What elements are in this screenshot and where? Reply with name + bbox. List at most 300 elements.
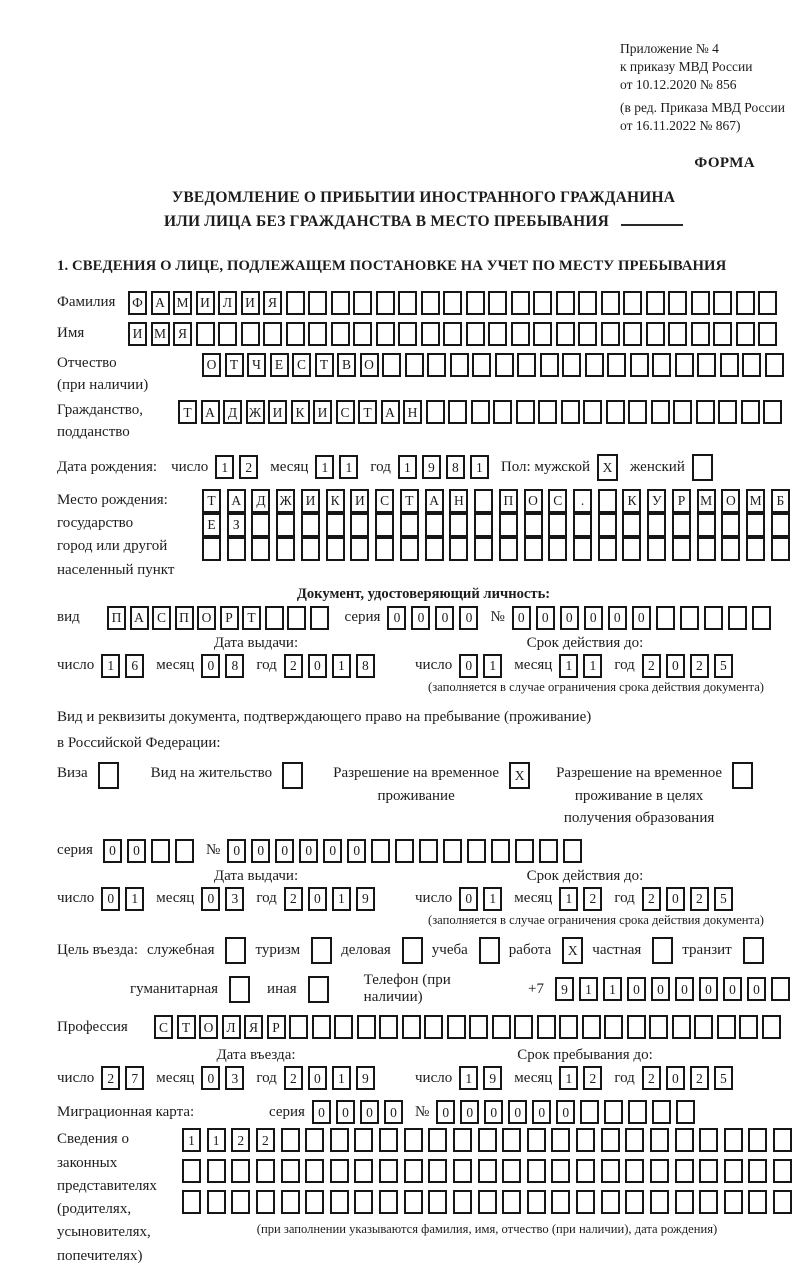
char-box[interactable]	[400, 513, 419, 537]
char-box[interactable]: П	[175, 606, 194, 630]
char-box[interactable]: 1	[332, 887, 351, 911]
char-box[interactable]	[573, 537, 592, 561]
char-box[interactable]	[720, 353, 739, 377]
char-box[interactable]: Т	[242, 606, 261, 630]
char-box[interactable]	[353, 291, 372, 315]
char-box[interactable]: 9	[483, 1066, 502, 1090]
char-box[interactable]	[573, 513, 592, 537]
char-box[interactable]	[331, 291, 350, 315]
char-box[interactable]	[511, 291, 530, 315]
char-box[interactable]: 1	[101, 654, 120, 678]
char-box[interactable]: Т	[315, 353, 334, 377]
char-box[interactable]: 2	[642, 1066, 661, 1090]
char-box[interactable]: С	[152, 606, 171, 630]
char-box[interactable]: 9	[555, 977, 574, 1001]
char-box[interactable]: 0	[323, 839, 342, 863]
char-box[interactable]: 0	[460, 1100, 479, 1124]
char-box[interactable]: 0	[747, 977, 766, 1001]
char-box[interactable]	[763, 400, 782, 424]
char-box[interactable]	[286, 291, 305, 315]
char-box[interactable]: В	[337, 353, 356, 377]
char-box[interactable]: 0	[459, 887, 478, 911]
char-box[interactable]	[771, 977, 790, 1001]
char-box[interactable]	[499, 537, 518, 561]
char-box[interactable]: 1	[398, 455, 417, 479]
char-box[interactable]	[646, 322, 665, 346]
char-box[interactable]	[466, 322, 485, 346]
char-box[interactable]: 0	[308, 654, 327, 678]
char-box[interactable]: И	[128, 322, 147, 346]
char-box[interactable]	[517, 353, 536, 377]
char-box[interactable]: 1	[315, 455, 334, 479]
char-box[interactable]	[580, 1100, 599, 1124]
char-box[interactable]	[231, 1190, 250, 1214]
char-box[interactable]	[276, 513, 295, 537]
char-box[interactable]: 1	[125, 887, 144, 911]
char-box[interactable]: 0	[227, 839, 246, 863]
char-box[interactable]	[478, 1128, 497, 1152]
char-box[interactable]	[736, 291, 755, 315]
char-box[interactable]	[286, 322, 305, 346]
char-box[interactable]: 0	[512, 606, 531, 630]
char-box[interactable]	[650, 1128, 669, 1152]
char-box[interactable]	[691, 291, 710, 315]
char-box[interactable]: 2	[583, 887, 602, 911]
char-box[interactable]	[652, 937, 673, 964]
char-box[interactable]	[449, 513, 468, 537]
char-box[interactable]	[601, 322, 620, 346]
char-box[interactable]	[311, 937, 332, 964]
char-box[interactable]	[353, 322, 372, 346]
char-box[interactable]	[488, 291, 507, 315]
char-box[interactable]	[425, 537, 444, 561]
char-box[interactable]: 0	[299, 839, 318, 863]
char-box[interactable]	[182, 1190, 201, 1214]
char-box[interactable]: Ф	[128, 291, 147, 315]
char-box[interactable]	[515, 839, 534, 863]
char-box[interactable]	[514, 1015, 533, 1039]
char-box[interactable]: Н	[449, 489, 468, 513]
char-box[interactable]: О	[360, 353, 379, 377]
char-box[interactable]	[563, 839, 582, 863]
char-box[interactable]	[175, 839, 194, 863]
char-box[interactable]	[548, 537, 567, 561]
char-box[interactable]	[739, 1015, 758, 1039]
char-box[interactable]	[601, 1128, 620, 1152]
char-box[interactable]	[748, 1190, 767, 1214]
char-box[interactable]	[511, 322, 530, 346]
char-box[interactable]	[402, 1015, 421, 1039]
char-box[interactable]: 1	[215, 455, 234, 479]
char-box[interactable]	[527, 1190, 546, 1214]
char-box[interactable]: М	[173, 291, 192, 315]
char-box[interactable]: 0	[201, 654, 220, 678]
char-box[interactable]: С	[548, 489, 567, 513]
char-box[interactable]	[649, 1015, 668, 1039]
char-box[interactable]: М	[151, 322, 170, 346]
char-box[interactable]	[493, 400, 512, 424]
char-box[interactable]: 1	[207, 1128, 226, 1152]
char-box[interactable]	[556, 322, 575, 346]
char-box[interactable]	[310, 606, 329, 630]
char-box[interactable]	[728, 606, 747, 630]
char-box[interactable]	[398, 322, 417, 346]
char-box[interactable]	[736, 322, 755, 346]
char-box[interactable]: 2	[284, 887, 303, 911]
char-box[interactable]	[652, 353, 671, 377]
char-box[interactable]	[379, 1015, 398, 1039]
char-box[interactable]	[696, 400, 715, 424]
char-box[interactable]: Я	[173, 322, 192, 346]
char-box[interactable]	[650, 1190, 669, 1214]
char-box[interactable]	[675, 1128, 694, 1152]
char-box[interactable]	[379, 1190, 398, 1214]
char-box[interactable]: 8	[356, 654, 375, 678]
char-box[interactable]	[561, 400, 580, 424]
char-box[interactable]	[151, 839, 170, 863]
char-box[interactable]	[692, 454, 713, 481]
char-box[interactable]: 1	[470, 455, 489, 479]
char-box[interactable]: 0	[675, 977, 694, 1001]
char-box[interactable]	[453, 1128, 472, 1152]
char-box[interactable]	[622, 513, 641, 537]
char-box[interactable]	[628, 400, 647, 424]
char-box[interactable]	[421, 322, 440, 346]
char-box[interactable]	[773, 1190, 792, 1214]
char-box[interactable]	[357, 1015, 376, 1039]
char-box[interactable]: 0	[201, 1066, 220, 1090]
char-box[interactable]: 2	[690, 1066, 709, 1090]
char-box[interactable]: 0	[532, 1100, 551, 1124]
char-box[interactable]	[524, 513, 543, 537]
char-box[interactable]: 0	[459, 654, 478, 678]
char-box[interactable]: .	[573, 489, 592, 513]
char-box[interactable]	[652, 1100, 671, 1124]
char-box[interactable]	[578, 291, 597, 315]
char-box[interactable]	[428, 1128, 447, 1152]
char-box[interactable]: Ж	[276, 489, 295, 513]
char-box[interactable]	[305, 1190, 324, 1214]
char-box[interactable]	[488, 322, 507, 346]
char-box[interactable]	[527, 1128, 546, 1152]
char-box[interactable]	[598, 489, 617, 513]
char-box[interactable]	[371, 839, 390, 863]
char-box[interactable]	[721, 513, 740, 537]
char-box[interactable]	[548, 513, 567, 537]
char-box[interactable]	[471, 400, 490, 424]
char-box[interactable]: П	[499, 489, 518, 513]
char-box[interactable]: 0	[101, 887, 120, 911]
char-box[interactable]	[395, 839, 414, 863]
char-box[interactable]	[305, 1128, 324, 1152]
char-box[interactable]	[741, 400, 760, 424]
char-box[interactable]	[375, 513, 394, 537]
char-box[interactable]: Т	[400, 489, 419, 513]
char-box[interactable]	[585, 353, 604, 377]
char-box[interactable]	[752, 606, 771, 630]
char-box[interactable]	[443, 322, 462, 346]
char-box[interactable]: О	[202, 353, 221, 377]
char-box[interactable]	[218, 322, 237, 346]
char-box[interactable]	[691, 322, 710, 346]
char-box[interactable]: Р	[220, 606, 239, 630]
char-box[interactable]	[713, 291, 732, 315]
char-box[interactable]: И	[196, 291, 215, 315]
char-box[interactable]	[704, 606, 723, 630]
char-box[interactable]	[263, 322, 282, 346]
char-box[interactable]	[598, 513, 617, 537]
char-box[interactable]	[699, 1128, 718, 1152]
char-box[interactable]: С	[336, 400, 355, 424]
char-box[interactable]	[680, 606, 699, 630]
char-box[interactable]: 8	[446, 455, 465, 479]
char-box[interactable]	[289, 1015, 308, 1039]
char-box[interactable]	[281, 1190, 300, 1214]
char-box[interactable]	[466, 291, 485, 315]
char-box[interactable]: 1	[603, 977, 622, 1001]
char-box[interactable]: 0	[608, 606, 627, 630]
char-box[interactable]	[229, 976, 250, 1003]
char-box[interactable]	[427, 353, 446, 377]
char-box[interactable]	[196, 322, 215, 346]
char-box[interactable]: 5	[714, 1066, 733, 1090]
char-box[interactable]	[502, 1128, 521, 1152]
char-box[interactable]: 1	[559, 1066, 578, 1090]
char-box[interactable]	[748, 1128, 767, 1152]
char-box[interactable]	[647, 513, 666, 537]
char-box[interactable]	[499, 513, 518, 537]
char-box[interactable]: С	[375, 489, 394, 513]
char-box[interactable]	[375, 537, 394, 561]
char-box[interactable]: 0	[127, 839, 146, 863]
char-box[interactable]	[354, 1190, 373, 1214]
char-box[interactable]: И	[350, 489, 369, 513]
char-box[interactable]	[673, 400, 692, 424]
char-box[interactable]	[350, 513, 369, 537]
char-box[interactable]: И	[313, 400, 332, 424]
char-box[interactable]	[668, 322, 687, 346]
char-box[interactable]: 1	[583, 654, 602, 678]
char-box[interactable]: Я	[244, 1015, 263, 1039]
char-box[interactable]	[202, 537, 221, 561]
char-box[interactable]	[354, 1128, 373, 1152]
char-box[interactable]: О	[197, 606, 216, 630]
char-box[interactable]	[538, 400, 557, 424]
char-box[interactable]	[256, 1190, 275, 1214]
char-box[interactable]	[742, 353, 761, 377]
char-box[interactable]: 1	[339, 455, 358, 479]
char-box[interactable]	[656, 606, 675, 630]
char-box[interactable]: У	[647, 489, 666, 513]
char-box[interactable]: 0	[556, 1100, 575, 1124]
char-box[interactable]: Т	[358, 400, 377, 424]
char-box[interactable]	[604, 1100, 623, 1124]
char-box[interactable]	[379, 1128, 398, 1152]
char-box[interactable]: 2	[690, 654, 709, 678]
char-box[interactable]: 3	[225, 887, 244, 911]
char-box[interactable]: X	[509, 762, 530, 789]
char-box[interactable]: 0	[308, 887, 327, 911]
char-box[interactable]: И	[301, 489, 320, 513]
char-box[interactable]	[540, 353, 559, 377]
char-box[interactable]: 0	[536, 606, 555, 630]
char-box[interactable]	[478, 1190, 497, 1214]
char-box[interactable]: 0	[201, 887, 220, 911]
char-box[interactable]	[331, 322, 350, 346]
char-box[interactable]	[718, 400, 737, 424]
char-box[interactable]	[743, 937, 764, 964]
char-box[interactable]	[762, 1015, 781, 1039]
char-box[interactable]	[419, 839, 438, 863]
char-box[interactable]	[308, 322, 327, 346]
char-box[interactable]: Т	[225, 353, 244, 377]
char-box[interactable]	[282, 762, 303, 789]
char-box[interactable]	[672, 537, 691, 561]
char-box[interactable]: 0	[666, 1066, 685, 1090]
char-box[interactable]	[533, 322, 552, 346]
char-box[interactable]: 0	[336, 1100, 355, 1124]
char-box[interactable]	[601, 291, 620, 315]
char-box[interactable]: 0	[435, 606, 454, 630]
char-box[interactable]	[697, 513, 716, 537]
char-box[interactable]	[625, 1190, 644, 1214]
char-box[interactable]: 0	[484, 1100, 503, 1124]
char-box[interactable]	[241, 322, 260, 346]
char-box[interactable]	[426, 400, 445, 424]
char-box[interactable]: О	[524, 489, 543, 513]
char-box[interactable]: 2	[231, 1128, 250, 1152]
char-box[interactable]: 0	[508, 1100, 527, 1124]
char-box[interactable]: 0	[347, 839, 366, 863]
char-box[interactable]	[713, 322, 732, 346]
char-box[interactable]	[251, 513, 270, 537]
char-box[interactable]	[556, 291, 575, 315]
char-box[interactable]: 0	[411, 606, 430, 630]
char-box[interactable]	[539, 839, 558, 863]
char-box[interactable]	[326, 537, 345, 561]
char-box[interactable]	[765, 353, 784, 377]
char-box[interactable]	[675, 1190, 694, 1214]
char-box[interactable]	[694, 1015, 713, 1039]
char-box[interactable]	[492, 1015, 511, 1039]
char-box[interactable]: 6	[125, 654, 144, 678]
char-box[interactable]	[578, 322, 597, 346]
char-box[interactable]	[447, 1015, 466, 1039]
char-box[interactable]	[668, 291, 687, 315]
char-box[interactable]	[758, 291, 777, 315]
char-box[interactable]: Б	[771, 489, 790, 513]
char-box[interactable]	[301, 513, 320, 537]
char-box[interactable]: Д	[223, 400, 242, 424]
char-box[interactable]	[251, 537, 270, 561]
char-box[interactable]	[672, 1015, 691, 1039]
char-box[interactable]: 0	[666, 654, 685, 678]
char-box[interactable]: 7	[125, 1066, 144, 1090]
char-box[interactable]: 8	[225, 654, 244, 678]
char-box[interactable]	[404, 1190, 423, 1214]
char-box[interactable]	[265, 606, 284, 630]
char-box[interactable]	[717, 1015, 736, 1039]
char-box[interactable]: И	[268, 400, 287, 424]
char-box[interactable]: X	[562, 937, 583, 964]
char-box[interactable]: 9	[422, 455, 441, 479]
char-box[interactable]: П	[107, 606, 126, 630]
char-box[interactable]: 2	[284, 1066, 303, 1090]
char-box[interactable]: З	[227, 513, 246, 537]
char-box[interactable]	[604, 1015, 623, 1039]
char-box[interactable]: А	[201, 400, 220, 424]
char-box[interactable]: 0	[666, 887, 685, 911]
char-box[interactable]: 2	[690, 887, 709, 911]
char-box[interactable]: 0	[312, 1100, 331, 1124]
char-box[interactable]: К	[622, 489, 641, 513]
char-box[interactable]: 5	[714, 654, 733, 678]
char-box[interactable]	[474, 537, 493, 561]
char-box[interactable]: 1	[459, 1066, 478, 1090]
char-box[interactable]: 0	[560, 606, 579, 630]
char-box[interactable]	[467, 839, 486, 863]
char-box[interactable]: 0	[251, 839, 270, 863]
char-box[interactable]	[443, 839, 462, 863]
char-box[interactable]	[625, 1128, 644, 1152]
char-box[interactable]: А	[227, 489, 246, 513]
char-box[interactable]: 1	[559, 654, 578, 678]
char-box[interactable]	[724, 1128, 743, 1152]
char-box[interactable]: Д	[251, 489, 270, 513]
char-box[interactable]: 1	[483, 654, 502, 678]
char-box[interactable]	[424, 1015, 443, 1039]
char-box[interactable]	[699, 1190, 718, 1214]
char-box[interactable]: К	[326, 489, 345, 513]
char-box[interactable]	[559, 1015, 578, 1039]
char-box[interactable]	[225, 937, 246, 964]
char-box[interactable]	[516, 400, 535, 424]
char-box[interactable]: А	[425, 489, 444, 513]
char-box[interactable]	[771, 537, 790, 561]
char-box[interactable]: X	[597, 454, 618, 481]
char-box[interactable]	[551, 1128, 570, 1152]
char-box[interactable]	[453, 1190, 472, 1214]
char-box[interactable]: 2	[583, 1066, 602, 1090]
char-box[interactable]: Ч	[247, 353, 266, 377]
char-box[interactable]	[651, 400, 670, 424]
char-box[interactable]: Л	[218, 291, 237, 315]
char-box[interactable]: М	[697, 489, 716, 513]
char-box[interactable]: 1	[579, 977, 598, 1001]
char-box[interactable]	[697, 537, 716, 561]
char-box[interactable]: 1	[332, 1066, 351, 1090]
char-box[interactable]	[676, 1100, 695, 1124]
char-box[interactable]	[479, 937, 500, 964]
char-box[interactable]: С	[292, 353, 311, 377]
char-box[interactable]: 2	[642, 887, 661, 911]
char-box[interactable]	[746, 513, 765, 537]
char-box[interactable]	[598, 537, 617, 561]
char-box[interactable]: 2	[642, 654, 661, 678]
char-box[interactable]	[450, 353, 469, 377]
char-box[interactable]	[537, 1015, 556, 1039]
char-box[interactable]	[647, 537, 666, 561]
char-box[interactable]: 2	[256, 1128, 275, 1152]
char-box[interactable]	[350, 537, 369, 561]
char-box[interactable]	[428, 1190, 447, 1214]
char-box[interactable]: 0	[699, 977, 718, 1001]
char-box[interactable]: 5	[714, 887, 733, 911]
char-box[interactable]: Е	[270, 353, 289, 377]
char-box[interactable]: С	[154, 1015, 173, 1039]
char-box[interactable]	[281, 1128, 300, 1152]
char-box[interactable]	[524, 537, 543, 561]
